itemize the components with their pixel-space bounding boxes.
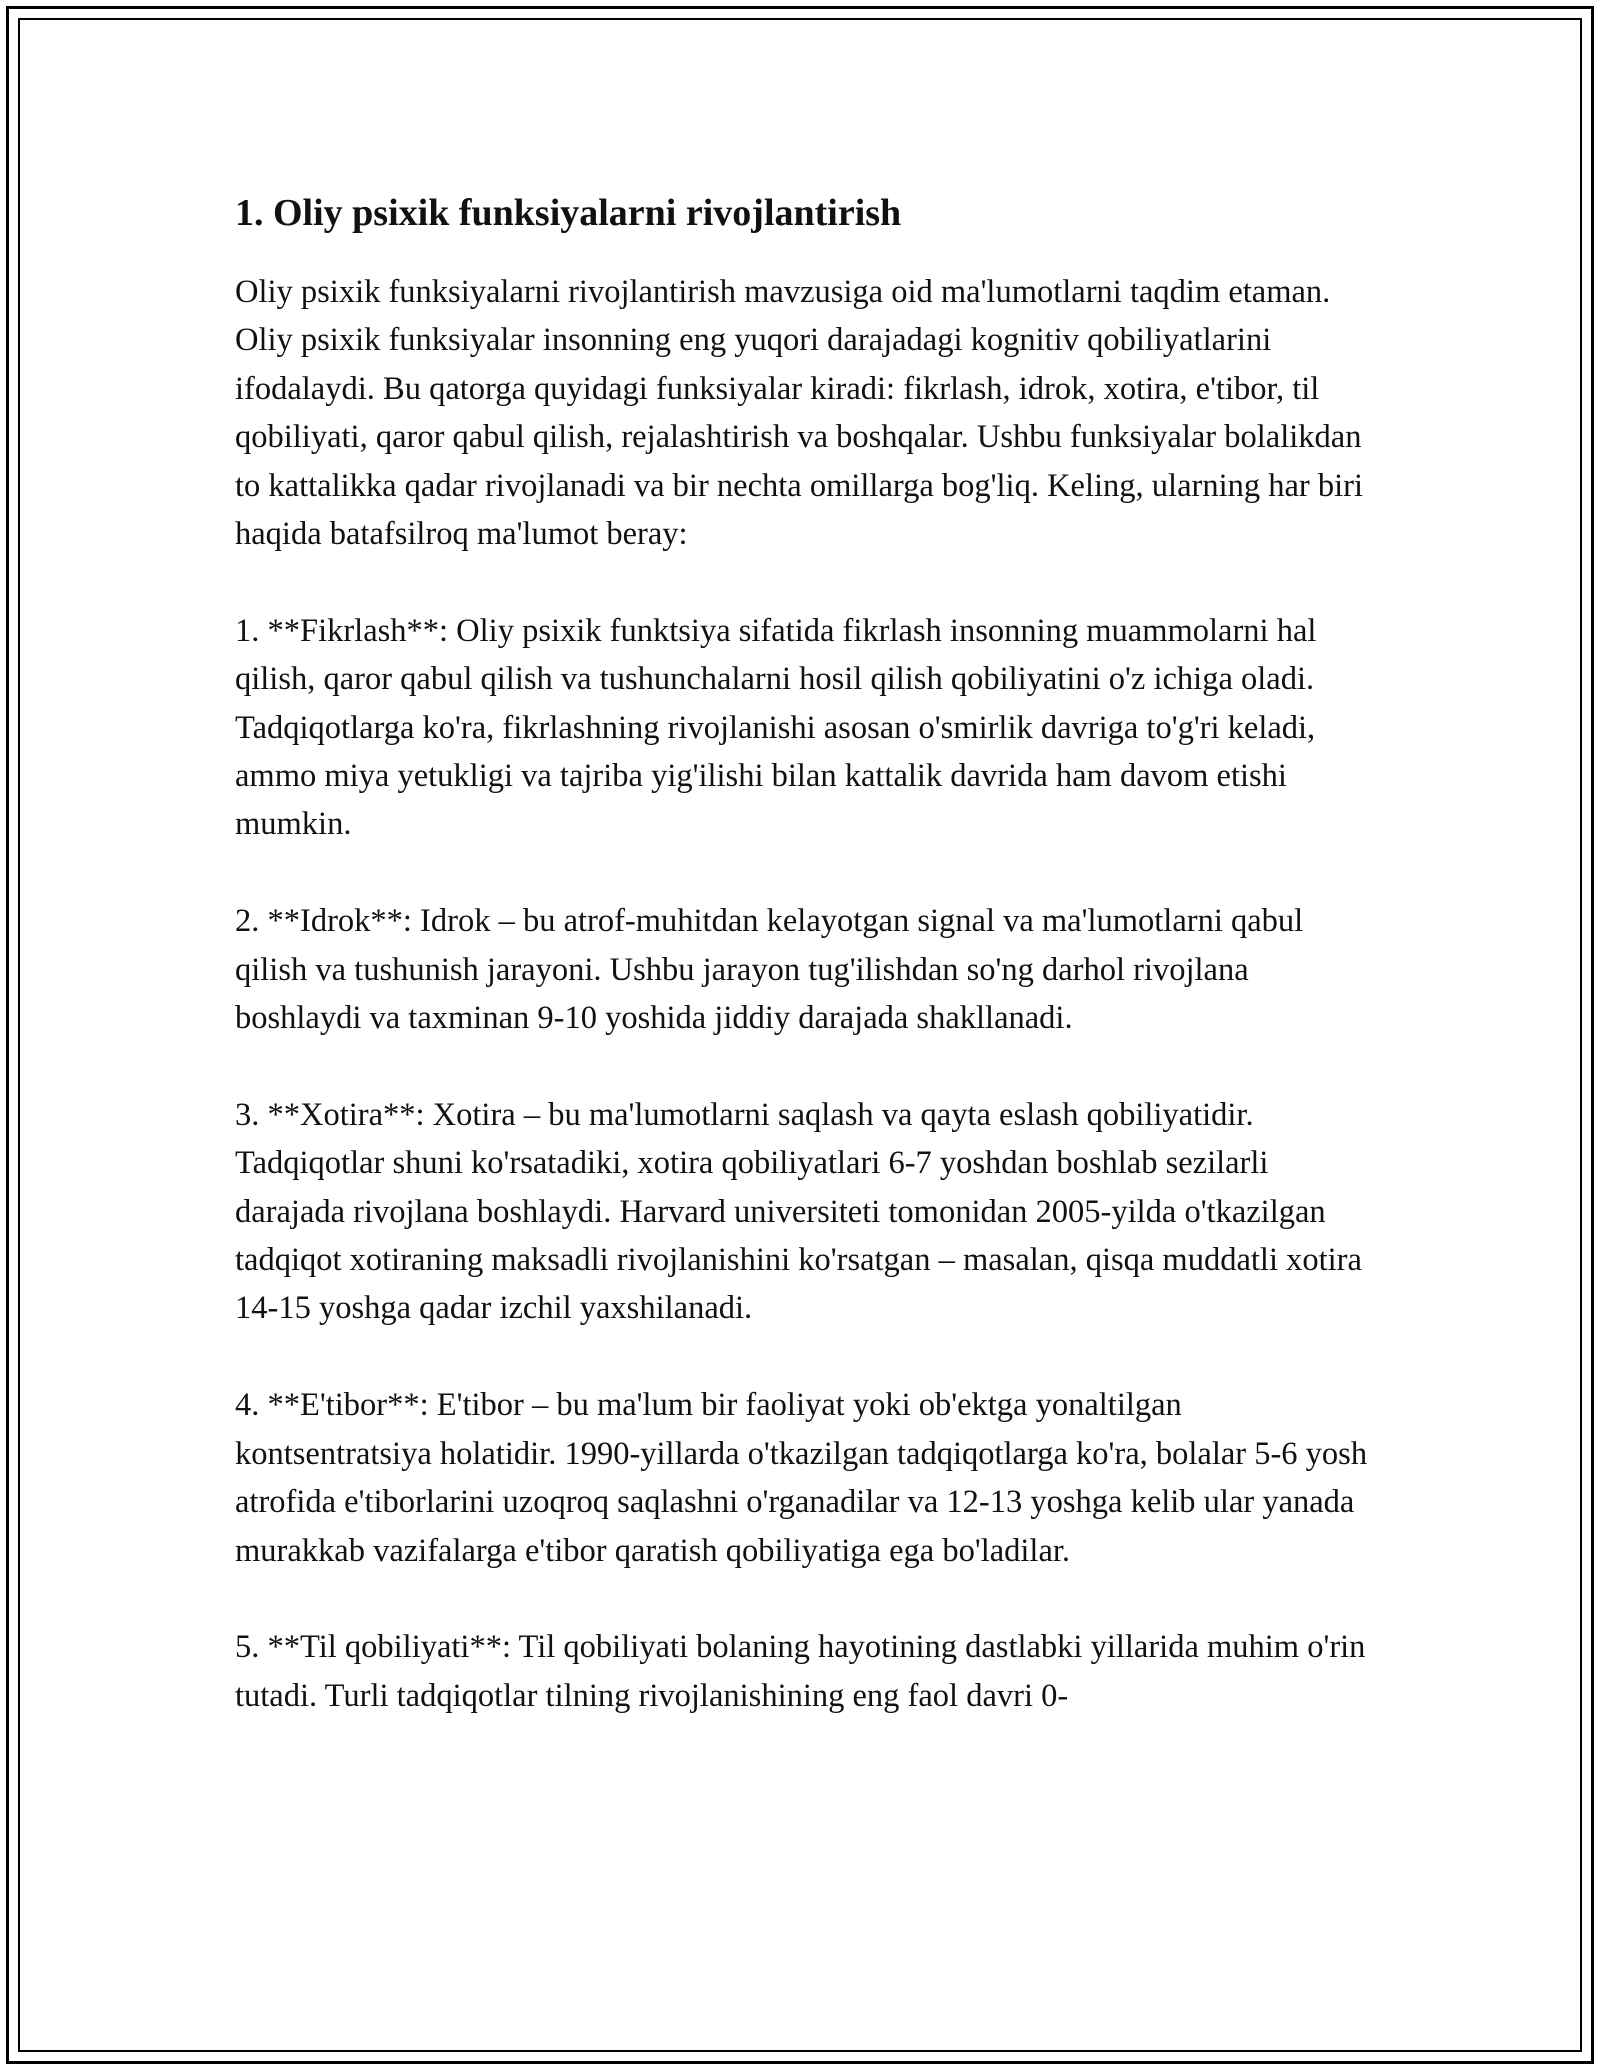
- list-item-til-qobiliyati: 5. **Til qobiliyati**: Til qobiliyati bolaning hayotining dastlabki yillarida muhim o'rin tutadi. Turli tadqiqotlar tilning rivojlanishining eng faol davri 0-: [235, 1629, 1366, 1714]
- list-item-fikrlash: 1. **Fikrlash**: Oliy psixik funktsiya sifatida fikrlash insonning muammolarni hal qilish, qaror qabul qilish va tushunchalarni hosil qilish qobiliyatini o'z ichiga oladi. Tadqiqotlarga ko'ra, fikrlashning rivojlanishi asosan o'smirlik davriga to'g'ri keladi, ammo miya yetukligi va tajriba yig'ilishi bilan kattalik davrida ham davom etishi mumkin.: [235, 612, 1317, 843]
- list-item-etibor: 4. **E'tibor**: E'tibor – bu ma'lum bir faoliyat yoki ob'ektga yonaltilgan kontsentratsiya holatidir. 1990-yillarda o'tkazilgan tadqiqotlarga ko'ra, bolalar 5-6 yosh atrofida e'tiborlarini uzoqroq saqlashni o'rganadilar va 12-13 yoshga kelib ular yanada murakkab vazifalarga e'tibor qaratish qobiliyatiga ega bo'ladilar.: [235, 1387, 1368, 1569]
- section-heading: 1. Oliy psixik funksiyalarni rivojlantirish: [235, 192, 902, 234]
- list-item-idrok: 2. **Idrok**: Idrok – bu atrof-muhitdan kelayotgan signal va ma'lumotlarni qabul qilish va tushunish jarayoni. Ushbu jarayon tug'ilishdan so'ng darhol rivojlana boshlaydi va taxminan 9-10 yoshida jiddiy darajada shakllanadi.: [235, 903, 1304, 1037]
- document-body: [235, 188, 1370, 1769]
- intro-paragraph: Oliy psixik funksiyalarni rivojlantirish mavzusiga oid ma'lumotlarni taqdim etaman. Oliy psixik funksiyalar insonning eng yuqori darajadagi kognitiv qobiliyatlarini ifodalaydi. Bu qatorga quyidagi funksiyalar kiradi: fikrlash, idrok, xotira, e'tibor, til qobiliyati, qaror qabul qilish, rejalashtirish va boshqalar. Ushbu funksiyalar bolalikdan to kattalikka qadar rivojlanadi va bir nechta omillarga bog'liq. Keling, ularning har biri haqida batafsilroq ma'lumot beray:: [235, 274, 1363, 553]
- list-item-xotira: 3. **Xotira**: Xotira – bu ma'lumotlarni saqlash va qayta eslash qobiliyatidir. Tadqiqotlar shuni ko'rsatadiki, xotira qobiliyatlari 6-7 yoshdan boshlab sezilarli darajada rivojlana boshlaydi. Harvard universiteti tomonidan 2005-yilda o'tkazilgan tadqiqot xotiraning maksadli rivojlanishini ko'rsatgan – masalan, qisqa muddatli xotira 14-15 yoshga qadar izchil yaxshilanadi.: [235, 1096, 1362, 1327]
